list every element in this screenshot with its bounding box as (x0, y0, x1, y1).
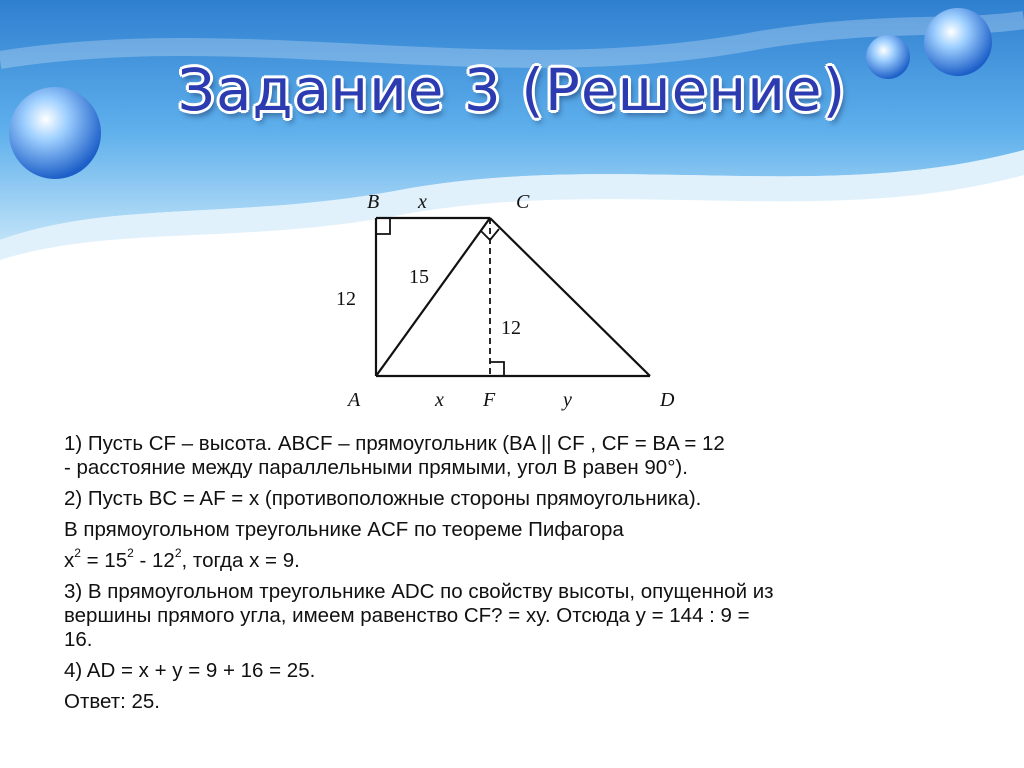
solution-line-1: 1) Пусть CF – высота. ABCF – прямоугольник (BA || CF , CF = BA = 12 (64, 432, 725, 455)
solution-line-7: вершины прямого угла, имеем равенство CF? = xy. Отсюда y = 144 : 9 = (64, 604, 750, 627)
eq-result: , тогда x = 9. (181, 549, 300, 572)
solution-line-2: - расстояние между параллельными прямыми, угол B равен 90°). (64, 456, 688, 479)
label-ab-12: 12 (336, 288, 356, 310)
solution-line-9: 4) AD = x + y = 9 + 16 = 25. (64, 659, 316, 682)
label-fd-y: y (563, 389, 572, 411)
eq-x: x (64, 549, 75, 572)
vertex-d-label: D (660, 389, 675, 411)
exp-1: 2 (74, 546, 81, 561)
label-ac-15: 15 (409, 266, 429, 288)
vertex-f-label: F (483, 389, 496, 411)
vertex-b-label: B (367, 191, 380, 213)
eq-15: = 15 (80, 549, 128, 572)
solution-line-8: 16. (64, 628, 93, 651)
trapezoid-diagram (320, 180, 700, 420)
exp-3: 2 (174, 546, 182, 561)
label-cf-12: 12 (501, 317, 521, 339)
solution-text (64, 432, 964, 721)
exp-2: 2 (127, 546, 134, 561)
solution-answer: Ответ: 25. (64, 690, 160, 713)
diagonal-ac (376, 218, 490, 376)
right-angle-f (490, 362, 504, 376)
solution-line-4: В прямоугольном треугольнике ACF по теореме Пифагора (64, 518, 624, 541)
side-cd (490, 218, 650, 376)
label-af-x: x (435, 389, 444, 411)
slide-title: Задание 3 (Решение) (177, 56, 847, 124)
label-bc-x: x (418, 191, 427, 213)
solution-line-6: 3) В прямоугольном треугольнике ADC по свойству высоты, опущенной из (64, 580, 774, 603)
solution-line-5 (64, 546, 964, 573)
vertex-a-label: A (348, 389, 361, 411)
solution-line-3: 2) Пусть BC = AF = x (противоположные стороны прямоугольника). (64, 487, 702, 510)
right-angle-b (376, 218, 390, 234)
eq-12: - 12 (133, 549, 175, 572)
vertex-c-label: C (516, 191, 530, 213)
